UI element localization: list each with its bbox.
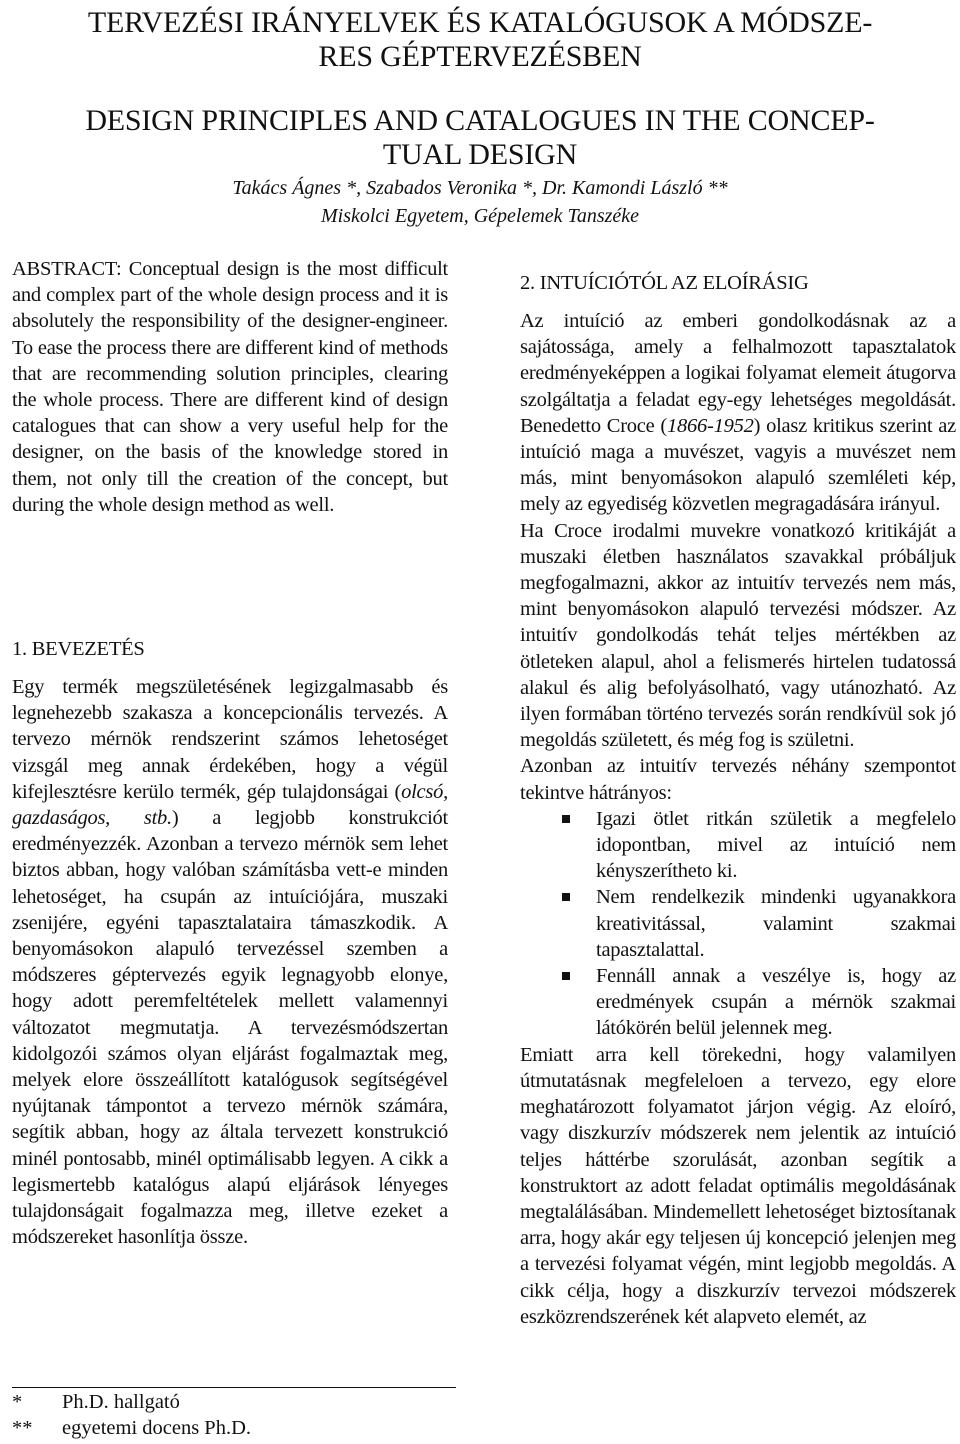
title-hungarian-line-1: TERVEZÉSI IRÁNYELVEK ÉS KATALÓGUSOK A MÓDSZE- <box>87 6 873 39</box>
footnote-divider <box>12 1387 456 1388</box>
disadvantages-list <box>520 806 956 1042</box>
section-1 <box>12 636 448 1250</box>
abstract-text: ABSTRACT: Conceptual design is the most difficult and complex part of the whole design process and it is absolutely the responsibility of the designer-engineer. To ease the process there are different kind of methods that are recommending solution principles, clearing the whole process. There are different kind of design catalogues that can show a very useful help for the designer, on the basis of the knowledge stored in them, not only till the creation of the concept, but during the whole design method as well. <box>12 258 448 516</box>
section-2-paragraph-2: Ha Croce irodalmi muvekre vonatkozó kritikáját a muszaki életben használatos szavakkal próbáljuk megfogalmazni, akkor az intuitív tervezés nem más, mint benyomásokon alapuló tervezési módszer. Az intuitív gondolkodás tehát teljes mértékben az ötleteken alapul, ahol a felismerés hirtelen tudatossá alakul és alig befolyásolható, vagy utánozható. Az ilyen formában történo tervezés során rendkívül sok jó megoldás született, és még fog is születni. <box>520 519 956 752</box>
footnote-2 <box>12 1416 251 1440</box>
title-english-line-1: DESIGN PRINCIPLES AND CATALOGUES IN THE CONCEP- <box>85 104 875 137</box>
section-1-text-a: Egy termék megszületésének legizgalmasabb és legnehezebb szakasza a koncepcionális tervezés. A tervezo mérnök rendszerint számos lehetoséget vizsgál meg annak érdekében, hogy a végül kifejlesztésre kerülo termék, gép tulajdonságai ( <box>12 676 448 803</box>
section-2-paragraph-1 <box>520 308 956 518</box>
list-item <box>520 884 956 963</box>
section-2-paragraph-3: Azonban az intuitív tervezés néhány szempontot tekintve hátrányos: <box>520 755 956 804</box>
square-bullet-icon <box>562 893 570 901</box>
list-item <box>520 963 956 1042</box>
section-2-p1-text-a: Az intuíció az emberi gondolkodásnak az a sajátossága, amely a felhalmozott tapasztalatok eredményeképpen a logikai folyamat elemeit átugorva szolgáltatja a feladat egy-egy lehetséges megoldását. Benedetto Croce ( <box>520 310 956 437</box>
section-1-paragraph <box>12 674 448 1250</box>
title-english <box>10 104 950 172</box>
section-2-p1-text-b: ) olasz kritikus szerint az intuíció maga a muvészet, vagyis a muvészet nem más, mint benyomásokon alapuló szemléleti kép, mely az egyediség közvetlen megragadására irányul. <box>520 414 957 516</box>
list-item-text: Fennáll annak a veszélye is, hogy az eredmények csupán a mérnök szakmai látókörén belül jelennek meg. <box>596 965 956 1040</box>
footnote-2-text: egyetemi docens Ph.D. <box>62 1417 252 1439</box>
section-1-heading: 1. BEVEZETÉS <box>12 638 145 660</box>
affiliation: Miskolci Egyetem, Gépelemek Tanszéke <box>320 205 640 227</box>
list-item <box>520 806 956 885</box>
footnote-1 <box>12 1390 180 1414</box>
square-bullet-icon <box>562 815 570 823</box>
byline <box>10 174 950 230</box>
title-hungarian <box>10 6 950 74</box>
section-2-paragraph-4: Emiatt arra kell törekedni, hogy valamilyen útmutatásnak megfeleloen a tervezo, egy elore meghatározott folyamatot járjon végig. Az eloíró, vagy diszkurzív módszerek nem jelentik az intuíció teljes háttérbe szorulását, azonban segítik a konstruktort az adott feladat optimális megoldásának megtalálásában. Mindemellett lehetoséget biztosítanak arra, hogy akár egy teljesen új koncepció jelenjen meg a tervezési folyamat végén, mint legjobb megoldás. A cikk célja, hogy a diszkurzív tervezoi módszerek eszközrendszerének két alapveto elemét, az <box>520 1043 956 1328</box>
footnote-1-symbol: * <box>12 1391 23 1413</box>
footnote-1-text: Ph.D. hallgató <box>62 1391 180 1413</box>
abstract-block <box>12 256 448 518</box>
section-2-p1-text-italic: 1866-1952 <box>667 414 754 437</box>
authors: Takács Ágnes *, Szabados Veronika *, Dr. Kamondi László ** <box>232 177 728 199</box>
square-bullet-icon <box>562 972 570 980</box>
title-hungarian-line-2: RES GÉPTERVEZÉSBEN <box>318 40 642 73</box>
section-2 <box>520 270 956 1330</box>
list-item-text: Nem rendelkezik mindenki ugyanakkora kreativitással, valamint szakmai tapasztalattal. <box>596 886 956 961</box>
section-1-text-italic: olcsó, gazdaságos, stb. <box>12 780 448 830</box>
section-2-heading: 2. INTUÍCIÓTÓL AZ ELOÍRÁSIG <box>520 272 809 294</box>
footnote-2-symbol: ** <box>12 1417 33 1439</box>
title-english-line-2: TUAL DESIGN <box>382 138 578 171</box>
list-item-text: Igazi ötlet ritkán születik a megfelelo idopontban, mivel az intuíció nem kényszerítheto ki. <box>596 807 956 883</box>
section-1-text-b: ) a legjobb konstrukciót eredményezzék. Azonban a tervezo mérnök sem lehet biztos abban, hogy valóban számításba vett-e minden lehetoséget, ha csupán az intuíciójára, muszaki zsenijére, egyéni tapasztalataira támaszkodik. A benyomásokon alapuló tervezéssel szemben a módszeres géptervezés egyik legnagyobb elonye, hogy adott peremfeltételek mellett valamennyi változatot megmutatja. A tervezésmódszertan kidolgozói számos olyan eljárást fogalmaztak meg, melyek elore összeállított katalógusok segítségével nyújtanak támpontot a tervezo mérnök számára, segítik abban, hogy az általa tervezett konstrukció minél pontosabb, minél optimálisabb legyen. A cikk a legismertebb katalógus alapú eljárások lényeges tulajdonságait fogalmazza meg, illetve ezeket a módszereket hasonlítja össze. <box>12 807 449 1249</box>
